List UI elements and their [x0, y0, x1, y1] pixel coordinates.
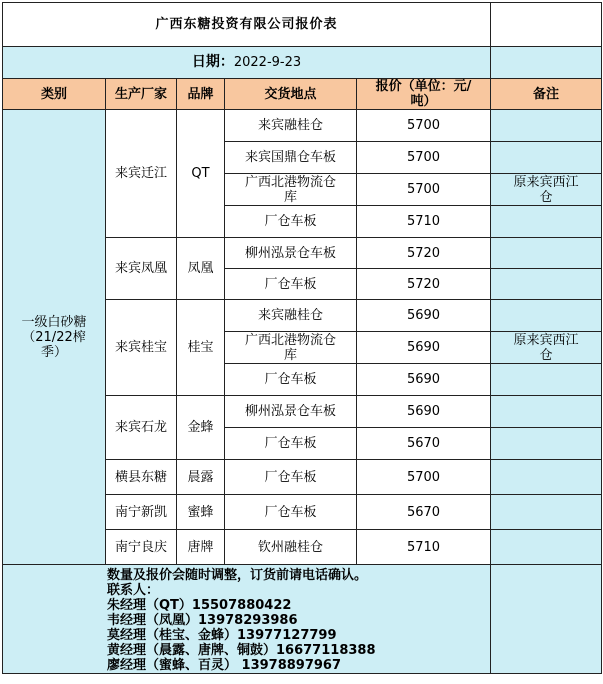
- sheet-title: 广西东糖投资有限公司报价表: [3, 3, 491, 47]
- contacts-label: 联系人：: [107, 583, 160, 598]
- location-line1: 广西北港物流仓: [244, 332, 336, 348]
- price-cell: 5720: [357, 238, 491, 269]
- date-row: [3, 47, 491, 79]
- price-cell: 5700: [357, 460, 491, 495]
- header-brand: 品牌: [177, 79, 225, 110]
- note-cell: [491, 269, 602, 300]
- factory-cell: 来宾迁江: [106, 110, 177, 238]
- note-cell: [491, 110, 602, 142]
- brand-cell: 晨露: [177, 460, 225, 495]
- brand-cell: 桂宝: [177, 300, 225, 396]
- note-cell: [491, 332, 602, 364]
- note-line1: 原来宾西江: [513, 332, 579, 348]
- header-category: 类别: [3, 79, 106, 110]
- factory-cell: 来宾桂宝: [106, 300, 177, 396]
- factory-cell: 南宁良庆: [106, 530, 177, 565]
- note-cell: [491, 238, 602, 269]
- brand-cell: 金蜂: [177, 396, 225, 460]
- location-cell: 厂仓车板: [225, 364, 357, 396]
- price-cell: 5700: [357, 174, 491, 206]
- footer-notes: [3, 565, 491, 674]
- contact-line: 廖经理（蜜蜂、百灵） 13978897967: [107, 658, 342, 673]
- note-cell: [491, 142, 602, 174]
- note-cell: [491, 460, 602, 495]
- note-line2: 仓: [539, 189, 553, 205]
- location-cell: 柳州泓景仓车板: [225, 238, 357, 269]
- location-cell: 钦州融桂仓: [225, 530, 357, 565]
- location-cell: 厂仓车板: [225, 269, 357, 300]
- brand-cell: 唐牌: [177, 530, 225, 565]
- header-price-line2: 吨）: [410, 94, 437, 109]
- date-label: 日期：: [191, 54, 234, 70]
- brand-cell: QT: [177, 110, 225, 238]
- location-line1: 广西北港物流仓: [244, 174, 336, 190]
- contact-line: 黄经理（晨露、唐牌、铜鼓）16677118388: [107, 643, 376, 658]
- brand-cell: 蜜蜂: [177, 495, 225, 530]
- footer-notice: 数量及报价会随时调整，订货前请电话确认。: [107, 568, 368, 583]
- note-cell: [491, 174, 602, 206]
- note-cell: [491, 495, 602, 530]
- price-cell: 5710: [357, 206, 491, 238]
- empty-cell: [491, 565, 602, 674]
- price-cell: 5710: [357, 530, 491, 565]
- note-cell: [491, 364, 602, 396]
- price-cell: 5670: [357, 428, 491, 460]
- factory-cell: 南宁新凯: [106, 495, 177, 530]
- header-price: [357, 79, 491, 110]
- location-cell: 来宾融桂仓: [225, 300, 357, 332]
- factory-cell: 来宾石龙: [106, 396, 177, 460]
- brand-cell: 凤凰: [177, 238, 225, 300]
- note-cell: [491, 530, 602, 565]
- price-cell: 5700: [357, 142, 491, 174]
- location-cell: [225, 174, 357, 206]
- header-location: 交货地点: [225, 79, 357, 110]
- note-cell: [491, 396, 602, 428]
- price-cell: 5690: [357, 300, 491, 332]
- price-cell: 5690: [357, 396, 491, 428]
- header-note: 备注: [491, 79, 602, 110]
- location-cell: 来宾国鼎仓车板: [225, 142, 357, 174]
- factory-cell: 横县东糖: [106, 460, 177, 495]
- price-table: [2, 2, 602, 674]
- location-line2: 库: [283, 347, 297, 363]
- empty-cell: [491, 3, 602, 47]
- category-cell: [3, 110, 106, 565]
- category-line3: 季）: [40, 344, 67, 360]
- price-cell: 5720: [357, 269, 491, 300]
- location-cell: 厂仓车板: [225, 460, 357, 495]
- note-line1: 原来宾西江: [513, 174, 579, 190]
- contact-line: 韦经理（凤凰）13978293986: [107, 613, 298, 628]
- note-cell: [491, 428, 602, 460]
- price-cell: 5690: [357, 332, 491, 364]
- price-cell: 5690: [357, 364, 491, 396]
- location-cell: 厂仓车板: [225, 495, 357, 530]
- location-cell: 柳州泓景仓车板: [225, 396, 357, 428]
- price-cell: 5700: [357, 110, 491, 142]
- note-cell: [491, 300, 602, 332]
- contact-line: 莫经理（桂宝、金蜂）13977127799: [107, 628, 337, 643]
- header-factory: 生产厂家: [106, 79, 177, 110]
- contact-line: 朱经理（QT）15507880422: [107, 598, 292, 613]
- location-cell: 厂仓车板: [225, 428, 357, 460]
- category-line1: 一级白砂糖: [21, 314, 87, 330]
- location-cell: [225, 332, 357, 364]
- note-cell: [491, 206, 602, 238]
- location-line2: 库: [283, 189, 297, 205]
- date-value: 2022-9-23: [233, 55, 302, 70]
- price-cell: 5670: [357, 495, 491, 530]
- category-line2: （21/22榨: [22, 329, 86, 345]
- empty-cell: [491, 47, 602, 79]
- factory-cell: 来宾凤凰: [106, 238, 177, 300]
- location-cell: 来宾融桂仓: [225, 110, 357, 142]
- header-price-line1: 报价（单位：元/: [375, 79, 472, 94]
- location-cell: 厂仓车板: [225, 206, 357, 238]
- note-line2: 仓: [539, 347, 553, 363]
